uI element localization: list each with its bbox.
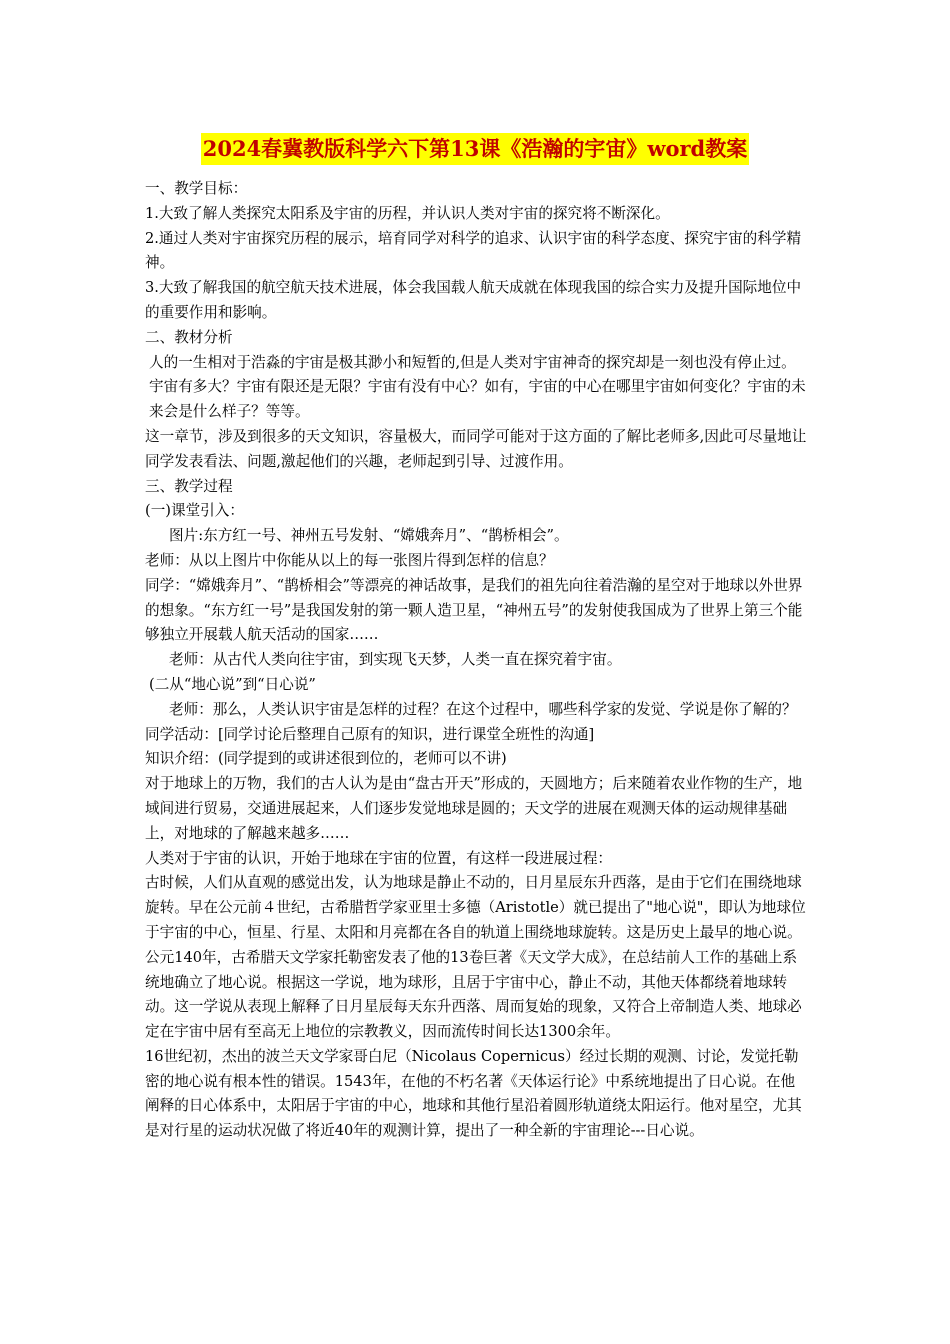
objective-3: 3.大致了解我国的航空航天技术进展，体会我国载人航天成就在体现我国的综合实力及提升国际地位中的重要作用和影响。 [145, 279, 802, 321]
student-answer: 同学：“嫦娥奔月”、“鹊桥相会”等漂亮的神话故事，是我们的祖先向往着浩瀚的星空对于地球以外世界的想象。“东方红一号”是我国发射的第一颗人造卫星，“神州五号”的发射使我国成为了世界上第三个能够独立开展载人航天活动的国家…… [145, 576, 803, 644]
document-title: 2024春冀教版科学六下第13课《浩瀚的宇宙》word教案 [201, 133, 750, 165]
analysis-paragraph-1: 人的一生相对于浩淼的宇宙是极其渺小和短暂的,但是人类对宇宙神奇的探究却是一刻也没有停止过。宇宙有多大？宇宙有限还是无限？宇宙有没有中心？如有，宇宙的中心在哪里宇宙如何变化？宇宙的未来会是什么样子？等等。 [149, 353, 806, 421]
knowledge-paragraph-4: 16世纪初，杰出的波兰天文学家哥白尼（Nicolaus Copernicus）经过长期的观测、讨论，发觉托勒密的地心说有根本性的错误。1543年，在他的不朽名著《天体运行论》中系统地提出了日心说。在他阐释的日心体系中，太阳居于宇宙的中心，地球和其他行星沿着圆形轨道绕太阳运行。他对星空，尤其是对行星的运动状况做了将近40年的观测计算，提出了一种全新的宇宙理论---日心说。 [145, 1047, 802, 1140]
student-activity: 同学活动：[同学讨论后整理自己原有的知识，进行课堂全班性的沟通] [145, 725, 595, 743]
subsection-intro: (一)课堂引入： [145, 502, 244, 520]
objective-1: 1.大致了解人类探究太阳系及宇宙的历程，并认识人类对宇宙的探究将不断深化。 [145, 204, 670, 222]
teacher-summary: 老师：从古代人类向往宇宙，到实现飞天梦，人类一直在探究着宇宙。 [169, 651, 622, 669]
knowledge-paragraph-2: 人类对于宇宙的认识，开始于地球在宇宙的位置，有这样一段进展过程： [145, 849, 613, 867]
knowledge-paragraph-3: 古时候，人们从直观的感觉出发，认为地球是静止不动的，日月星辰东升西落，是由于它们在围绕地球旋转。早在公元前４世纪，古希腊哲学家亚里士多德（Aristotle）就已提出了"地心说"，即认为地球位于宇宙的中心，恒星、行星、太阳和月亮都在各自的轨道上围绕地球旋转。这是历史上最早的地心说。公元140年，古希腊天文学家托勒密发表了他的13卷巨著《天文学大成》，在总结前人工作的基础上系统地确立了地心说。根据这一学说，地为球形，且居于宇宙中心，静止不动，其他天体都绕着地球转动。这一学说从表现上解释了日月星辰每天东升西落、周而复始的现象，又符合上帝制造人类、地球必定在宇宙中居有至高无上地位的宗教教义，因而流传时间长达1300余年。 [145, 874, 806, 1041]
pictures-line: 图片:东方红一号、神州五号发射、“嫦娥奔月”、“鹊桥相会”。 [169, 527, 569, 545]
section-heading-process: 三、教学过程 [145, 477, 233, 495]
subsection-geocentric: (二从“地心说”到“日心说” [149, 675, 316, 693]
teacher-question: 老师：从以上图片中你能从以上的每一张图片得到怎样的信息？ [145, 551, 554, 569]
knowledge-intro: 知识介绍：(同学提到的或讲述很到位的，老师可以不讲) [145, 750, 507, 768]
section-heading-objectives: 一、教学目标： [145, 180, 248, 197]
objective-2: 2.通过人类对宇宙探究历程的展示，培育同学对科学的追求、认识宇宙的科学态度、探究宇宙的科学精神。 [145, 229, 802, 272]
title-container [0, 133, 950, 165]
section-heading-analysis: 二、教材分析 [145, 328, 233, 346]
knowledge-paragraph-1: 对于地球上的万物，我们的古人认为是由“盘古开天”形成的，天圆地方；后来随着农业作物的生产，地域间进行贸易，交通进展起来，人们逐步发觉地球是圆的；天文学的进展在观测天体的运动规律基础上，对地球的了解越来越多…… [145, 775, 803, 842]
document-body [145, 177, 809, 1144]
analysis-paragraph-2: 这一章节，涉及到很多的天文知识，容量极大，而同学可能对于这方面的了解比老师多,因此可尽量地让同学发表看法、问题,激起他们的兴趣，老师起到引导、过渡作用。 [145, 427, 807, 470]
teacher-question-2: 老师：那么，人类认识宇宙是怎样的过程？在这个过程中，哪些科学家的发觉、学说是你了解的？ [169, 700, 797, 718]
